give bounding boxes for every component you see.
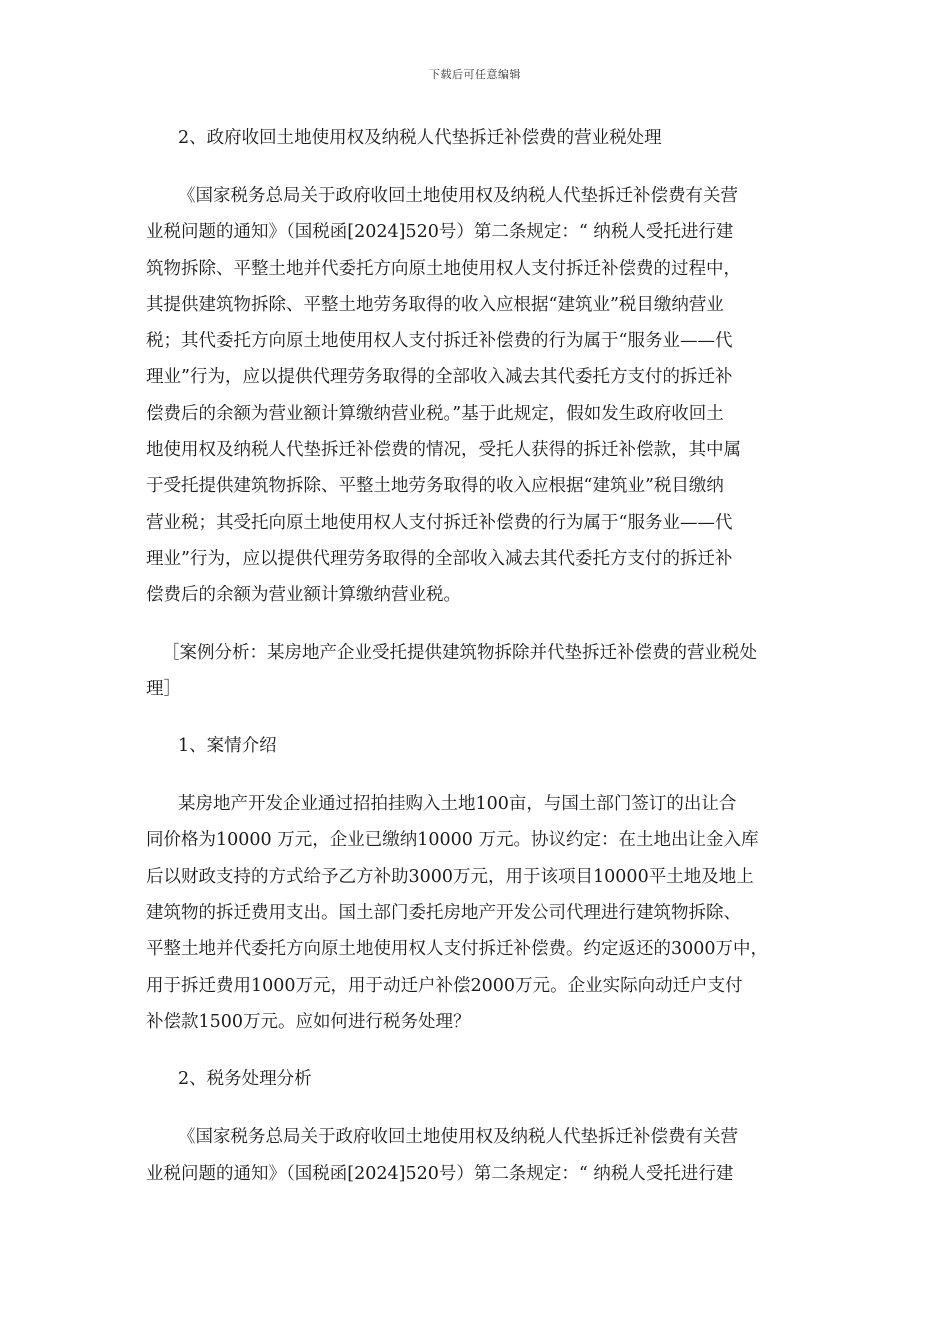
- text-line: 某房地产开发企业通过招拍挂购入土地100亩，与国土部门签订的出让合: [178, 794, 737, 815]
- text-line: 理］: [146, 678, 181, 699]
- text-line: ［案例分析：某房地产企业受托提供建筑物拆除并代垫拆迁补偿费的营业税处: [162, 642, 757, 663]
- text-line: 理业”行为，应以提供代理劳务取得的全部收入减去其代委托方支付的拆迁补: [146, 367, 733, 388]
- text-line: 偿费后的余额为营业额计算缴纳营业税。”基于此规定，假如发生政府收回土: [146, 403, 724, 424]
- text-line: 业税问题的通知》（国税函[2024]520号）第二条规定：“ 纳税人受托进行建: [146, 1163, 734, 1184]
- text-line: 营业税；其受托向原土地使用权人支付拆迁补偿费的行为属于“服务业——代: [146, 512, 733, 533]
- text-line: 建筑物的拆迁费用支出。国土部门委托房地产开发公司代理进行建筑物拆除、: [146, 903, 741, 924]
- text-line: 平整土地并代委托方向原土地使用权人支付拆迁补偿费。约定返还的3000万中，: [146, 939, 769, 960]
- text-line: 理业”行为，应以提供代理劳务取得的全部收入减去其代委托方支付的拆迁补: [146, 548, 733, 569]
- section-heading-case-intro: 1、案情介绍: [178, 736, 277, 757]
- header-note: 下载后可任意编辑: [429, 68, 521, 81]
- text-line: 于受托提供建筑物拆除、平整土地劳务取得的收入应根据“建筑业”税目缴纳: [146, 476, 724, 497]
- text-line: 同价格为10000 万元，企业已缴纳10000 万元。协议约定：在土地出让金入库: [146, 830, 759, 851]
- text-line: 《国家税务总局关于政府收回土地使用权及纳税人代垫拆迁补偿费有关营: [178, 1127, 738, 1148]
- text-line: 地使用权及纳税人代垫拆迁补偿费的情况，受托人获得的拆迁补偿款，其中属: [146, 440, 741, 461]
- case-analysis-title: [146, 635, 816, 708]
- paragraph-case-intro: [146, 786, 816, 1040]
- text-line: 补偿款1500万元。应如何进行税务处理？: [146, 1011, 471, 1032]
- text-line: 其提供建筑物拆除、平整土地劳务取得的收入应根据“建筑业”税目缴纳营业: [146, 294, 724, 315]
- paragraph-policy: [146, 178, 816, 614]
- document-body: [146, 120, 816, 1192]
- section-heading-tax-analysis: 2、税务处理分析: [178, 1069, 312, 1090]
- section-heading-policy: 2、政府收回土地使用权及纳税人代垫拆迁补偿费的营业税处理: [178, 128, 662, 148]
- text-line: 《国家税务总局关于政府收回土地使用权及纳税人代垫拆迁补偿费有关营: [178, 186, 738, 206]
- paragraph-tax-analysis: [146, 1119, 816, 1192]
- text-line: 筑物拆除、平整土地并代委托方向原土地使用权人支付拆迁补偿费的过程中，: [146, 258, 741, 279]
- text-line: 偿费后的余额为营业额计算缴纳营业税。: [146, 585, 461, 606]
- text-line: 税；其代委托方向原土地使用权人支付拆迁补偿费的行为属于“服务业——代: [146, 331, 733, 352]
- text-line: 用于拆迁费用1000万元，用于动迁户补偿2000万元。企业实际向动迁户支付: [146, 975, 743, 996]
- text-line: 业税问题的通知》（国税函[2024]520号）第二条规定：“ 纳税人受托进行建: [146, 222, 734, 243]
- text-line: 后以财政支持的方式给予乙方补助3000万元，用于该项目10000平土地及地上: [146, 866, 754, 887]
